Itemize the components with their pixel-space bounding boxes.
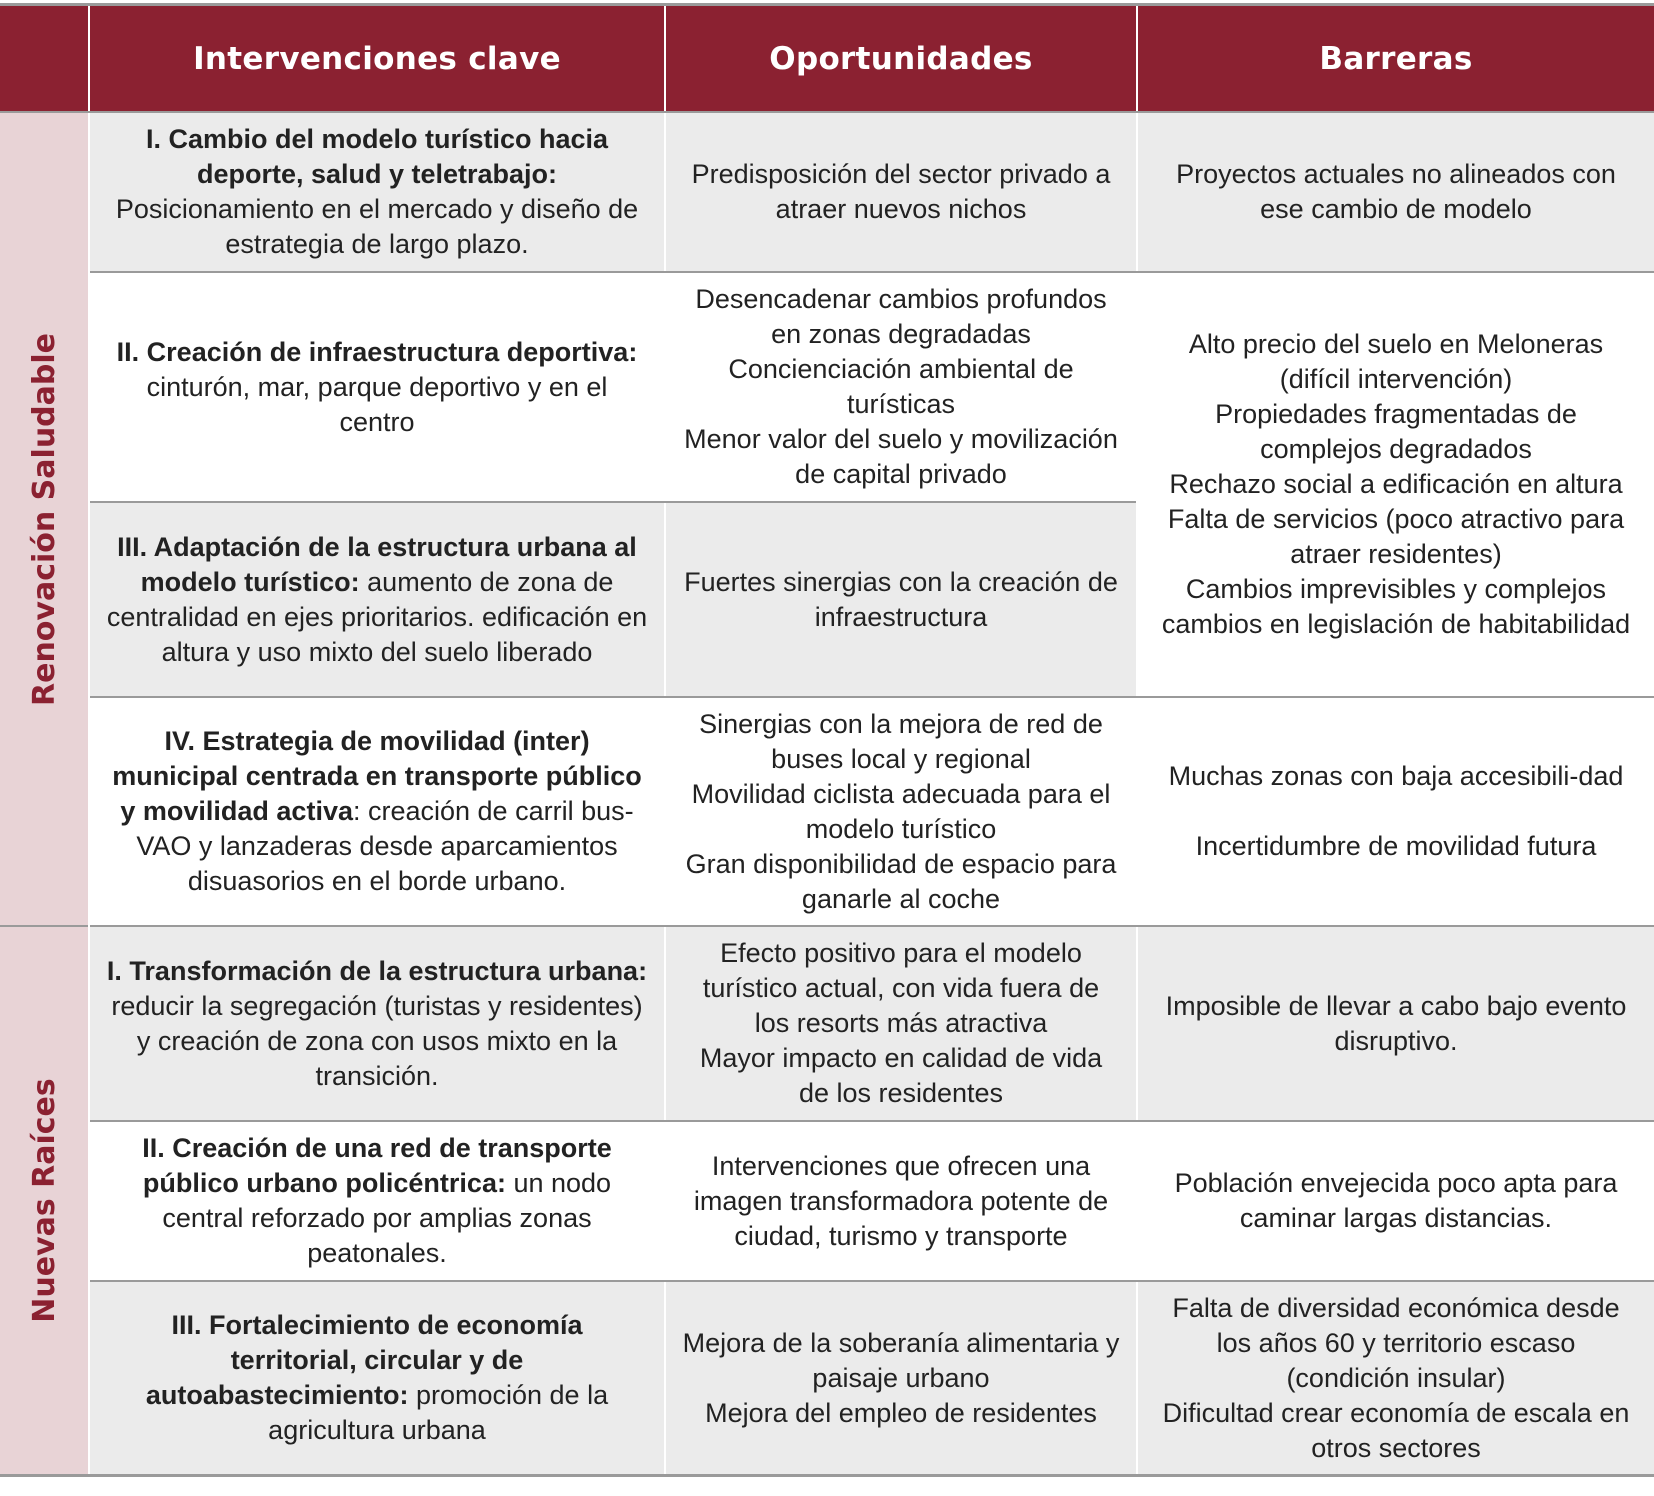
row1-oportunidad (666, 113, 1136, 271)
group-renovacion-label: Renovación Saludable (26, 332, 62, 706)
row5-oportunidad (666, 927, 1136, 1120)
row1-barrera (1138, 113, 1654, 271)
group-nuevas-label: Nuevas Raíces (26, 1078, 62, 1323)
header-divider (1136, 6, 1138, 111)
row6-intervencion (90, 1122, 664, 1280)
row4-intervencion-desc: : creación de carril bus-VAO y lanzaderas desde aparcamientos disuasorios en el borde urbano. (136, 796, 634, 896)
row1-intervencion (90, 113, 664, 271)
row2-intervencion-desc: cinturón, mar, parque deportivo y en el centro (146, 371, 608, 437)
row5-barrera (1138, 927, 1654, 1120)
row3-intervencion (90, 503, 664, 696)
row2-intervencion-title: II. Creación de infraestructura deportiva: (116, 336, 638, 367)
group-nuevas-raices (0, 927, 88, 1474)
row7-intervencion (90, 1282, 664, 1474)
group-divider (88, 113, 90, 1474)
header-oportunidades-label: Oportunidades (769, 40, 1033, 77)
row2-3-barrera-item: Rechazo social a edificación en altura (1169, 469, 1623, 499)
row6-oportunidad (666, 1122, 1136, 1280)
row2-oportunidad-item: Desencadenar cambios profundos en zonas degradadas (695, 284, 1107, 349)
header-oportunidades (666, 6, 1136, 111)
row2-oportunidad (666, 273, 1136, 501)
row6-intervencion-desc: un nodo central reforzado por amplias zonas peatonales. (162, 1168, 612, 1268)
header-barreras (1138, 6, 1654, 111)
row7-oportunidad (666, 1282, 1136, 1474)
row6-barrera (1138, 1122, 1654, 1280)
header-divider (88, 6, 90, 111)
row4-barrera-item: Muchas zonas con baja accesibili-dad (1168, 761, 1624, 791)
rule-top (0, 3, 1654, 6)
header-corner (0, 6, 88, 111)
row6-intervencion-title: II. Creación de una red de transporte público urbano policéntrica: (142, 1133, 612, 1198)
row4-intervencion (90, 698, 664, 925)
row7-barrera (1138, 1282, 1654, 1474)
row5-intervencion-title: I. Transformación de la estructura urbana: (106, 955, 648, 986)
row1-intervencion-desc: Posicionamiento en el mercado y diseño de estrategia de largo plazo. (115, 194, 639, 259)
group-renovacion-saludable (0, 113, 88, 925)
row6-barrera-text: Población envejecida poco apta para caminar largas distancias. (1174, 1168, 1618, 1233)
rule-row6 (90, 1280, 1654, 1282)
row4-oportunidad (666, 698, 1136, 925)
row3-oportunidad (666, 503, 1136, 696)
row4-barrera (1138, 698, 1654, 925)
rule-header-bottom (0, 111, 1654, 113)
row7-oportunidad-item: Mejora de la soberanía alimentaria y paisaje urbano (682, 1327, 1120, 1393)
row2-intervencion (90, 273, 664, 501)
row4-oportunidad-item: Gran disponibilidad de espacio para ganarle al coche (685, 848, 1117, 914)
row2-3-barrera-item: Propiedades fragmentadas de complejos degradados (1215, 399, 1577, 464)
row4-intervencion-title: IV. Estrategia de movilidad (inter) municipal centrada en transporte público y movilidad activa (112, 726, 642, 826)
row5-barrera-text: Imposible de llevar a cabo bajo evento disruptivo. (1165, 990, 1627, 1056)
row4-barrera-item: Incertidumbre de movilidad futura (1195, 831, 1597, 861)
header-intervenciones (90, 6, 664, 111)
row4-oportunidad-item: Sinergias con la mejora de red de buses local y regional (699, 708, 1103, 774)
rule-group-divider (0, 925, 1654, 927)
rule-row1 (90, 271, 1654, 273)
row5-intervencion (90, 927, 664, 1120)
row2-3-barrera-item: Cambios imprevisibles y complejos cambios en legislación de habitabilidad (1161, 574, 1631, 639)
row1-oportunidad-text: Predisposición del sector privado a atraer nuevos nichos (691, 159, 1111, 224)
row4-barrera-spacer (1169, 794, 1624, 829)
row7-intervencion-desc: promoción de la agricultura urbana (268, 1380, 609, 1445)
header-intervenciones-label: Intervenciones clave (193, 40, 561, 77)
row2-3-barrera-item: Falta de servicios (poco atractivo para atraer residentes) (1167, 504, 1625, 569)
row4-oportunidad-item: Movilidad ciclista adecuada para el modelo turístico (691, 778, 1111, 844)
row6-oportunidad-text: Intervenciones que ofrecen una imagen transformadora potente de ciudad, turismo y transporte (693, 1150, 1109, 1251)
header-divider (664, 6, 666, 111)
row7-barrera-item: Falta de diversidad económica desde los años 60 y territorio escaso (condición insular) (1172, 1292, 1620, 1393)
rule-row3 (90, 696, 1654, 698)
row3-intervencion-desc: aumento de zona de centralidad en ejes prioritarios. edificación en altura y uso mixto del suelo liberado (106, 566, 648, 667)
row5-intervencion-desc: reducir la segregación (turistas y residentes) y creación de zona con usos mixto en la transición. (111, 990, 643, 1091)
rule-bottom (0, 1474, 1654, 1477)
row7-barrera-item: Dificultad crear economía de escala en otros sectores (1162, 1397, 1630, 1463)
row1-intervencion-title: I. Cambio del modelo turístico hacia deporte, salud y teletrabajo: (145, 124, 609, 189)
row2-3-barrera-item: Alto precio del suelo en Meloneras (difícil intervención) (1188, 329, 1604, 394)
row7-oportunidad-item: Mejora del empleo de residentes (705, 1397, 1097, 1428)
row5-oportunidad-item: Mayor impacto en calidad de vida de los residentes (699, 1043, 1103, 1108)
header-barreras-label: Barreras (1319, 40, 1473, 77)
row1-barrera-text: Proyectos actuales no alineados con ese cambio de modelo (1176, 159, 1616, 224)
row3-intervencion-title: III. Adaptación de la estructura urbana al modelo turístico: (117, 531, 637, 597)
row2-oportunidad-item: Menor valor del suelo y movilización de capital privado (684, 424, 1118, 489)
rule-row2 (90, 501, 1136, 503)
row2-oportunidad-item: Concienciación ambiental de turísticas (728, 354, 1074, 419)
row5-oportunidad-item: Efecto positivo para el modelo turístico actual, con vida fuera de los resorts más atractiva (702, 938, 1100, 1038)
rule-row5 (90, 1120, 1654, 1122)
row2-3-barrera (1138, 273, 1654, 696)
row3-oportunidad-text: Fuertes sinergias con la creación de infraestructura (684, 566, 1118, 632)
row7-intervencion-title: III. Fortalecimiento de economía territorial, circular y de autoabastecimiento: (145, 1310, 583, 1410)
